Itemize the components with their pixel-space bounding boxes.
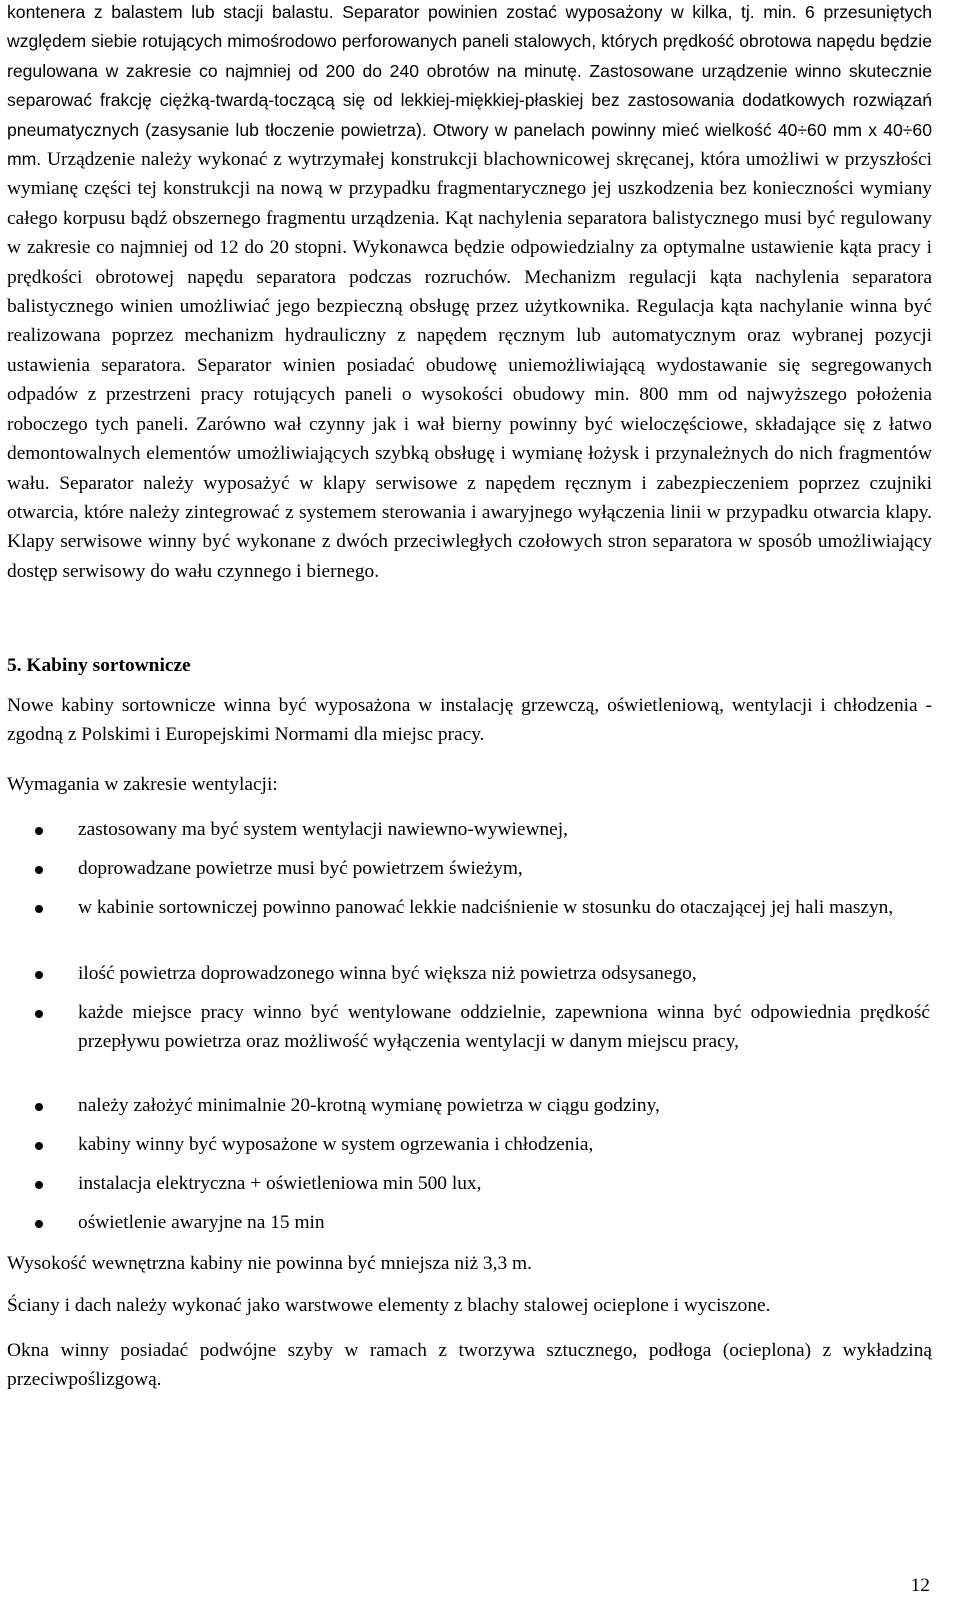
list-item: ilość powietrza doprowadzonego winna być większa niż powietrza odsysanego, (78, 963, 697, 984)
bullet-icon (35, 1103, 43, 1111)
page-number: 12 (910, 1575, 930, 1596)
list-item: kabiny winny być wyposażone w system ogrzewania i chłodzenia, (78, 1134, 594, 1155)
height-requirement: Wysokość wewnętrzna kabiny nie powinna być mniejsza niż 3,3 m. (7, 1253, 532, 1274)
bullet-icon (35, 1010, 43, 1018)
list-item: zastosowany ma być system wentylacji nawiewno-wywiewnej, (78, 819, 569, 840)
list-item: doprowadzane powietrze musi być powietrzem świeżym, (78, 858, 523, 879)
ventilation-label: Wymagania w zakresie wentylacji: (7, 774, 278, 795)
list-item: każde miejsce pracy winno być wentylowane oddzielnie, zapewniona winna być odpowiednia prędkość przepływu powietrza oraz możliwość wyłączenia wentylacji w danym miejscu pracy, (78, 1002, 930, 1052)
walls-requirement: Ściany i dach należy wykonać jako warstwowe elementy z blachy stalowej ocieplone i wyciszone. (7, 1295, 771, 1316)
section-heading: 5. Kabiny sortownicze (7, 655, 191, 676)
list-item: w kabinie sortowniczej powinno panować lekkie nadciśnienie w stosunku do otaczającej jej hali maszyn, (78, 897, 894, 918)
bullet-icon (35, 1142, 43, 1150)
section-intro: Nowe kabiny sortownicze winna być wyposażona w instalację grzewczą, oświetleniową, wentylacji i chłodzenia - zgodną z Polskimi i Europejskimi Normami dla miejsc pracy. (7, 695, 932, 745)
bullet-icon (35, 827, 43, 835)
bullet-icon (35, 971, 43, 979)
list-item: należy założyć minimalnie 20-krotną wymianę powietrza w ciągu godziny, (78, 1095, 660, 1116)
list-item: instalacja elektryczna + oświetleniowa min 500 lux, (78, 1173, 482, 1194)
bullet-icon (35, 866, 43, 874)
list-item: oświetlenie awaryjne na 15 min (78, 1212, 325, 1233)
intro-paragraph-part2: Urządzenie należy wykonać z wytrzymałej konstrukcji blachownicowej skręcanej, która umożliwi w przyszłości wymianę części tej konstrukcji na nową w przypadku fragmentarycznego jej uszkodzenia bez konieczności wymiany całego korpusu bądź obszernego fragmentu urządzenia. Kąt nachylenia separatora balistycznego musi być regulowany w zakresie co najmniej od 12 do 20 stopni. Wykonawca będzie odpowiedzialny za optymalne ustawienie kąta pracy i prędkości obrotowej napędu separatora podczas rozruchów. Mechanizm regulacji kąta nachylenia separatora balistycznego winien umożliwiać jego bezpieczną obsługę przez użytkownika. Regulacja kąta nachylanie winna być realizowana poprzez mechanizm hydrauliczny z napędem ręcznym lub automatycznym oraz wybranej pozycji ustawienia separatora. Separator winien posiadać obudowę uniemożliwiającą wydostawanie się segregowanych odpadów z przestrzeni pracy rotujących paneli o wysokości obudowy min. 800 mm od najwyższego położenia roboczego tych paneli. Zarówno wał czynny jak i wał bierny powinny być wieloczęściowe, składające się z łatwo demontowalnych elementów umożliwiających szybką obsługę i wymianę łożysk i przynależnych do nich fragmentów wału. Separator należy wyposażyć w klapy serwisowe z napędem ręcznym i zabezpieczeniem poprzez czujniki otwarcia, które należy zintegrować z systemem sterowania i awaryjnego wyłączenia linii w przypadku otwarcia klapy. Klapy serwisowe winny być wykonane z dwóch przeciwległych czołowych stron separatora w sposób umożliwiający dostęp serwisowy do wału czynnego i biernego. (7, 149, 932, 582)
windows-requirement: Okna winny posiadać podwójne szyby w ramach z tworzywa sztucznego, podłoga (ocieplona) z wykładziną przeciwpoślizgową. (7, 1340, 932, 1390)
intro-paragraph (7, 0, 932, 586)
bullet-icon (35, 1181, 43, 1189)
bullet-icon (35, 905, 43, 913)
bullet-icon (35, 1220, 43, 1228)
intro-paragraph-part1: kontenera z balastem lub stacji balastu. Separator powinien zostać wyposażony w kilka, tj. min. 6 przesuniętych względem siebie rotujących mimośrodowo perforowanych paneli stalowych, których prędkość obrotowa napędu będzie regulowana w zakresie co najmniej od 200 do 240 obrotów na minutę. Zastosowane urządzenie winno skutecznie separować frakcję ciężką-twardą-toczącą się od lekkiej-miękkiej-płaskiej bez zastosowania dodatkowych rozwiązań pneumatycznych (zasysanie lub tłoczenie powietrza). Otwory w panelach powinny mieć wielkość 40÷60 mm x 40÷60 mm. (7, 2, 932, 170)
